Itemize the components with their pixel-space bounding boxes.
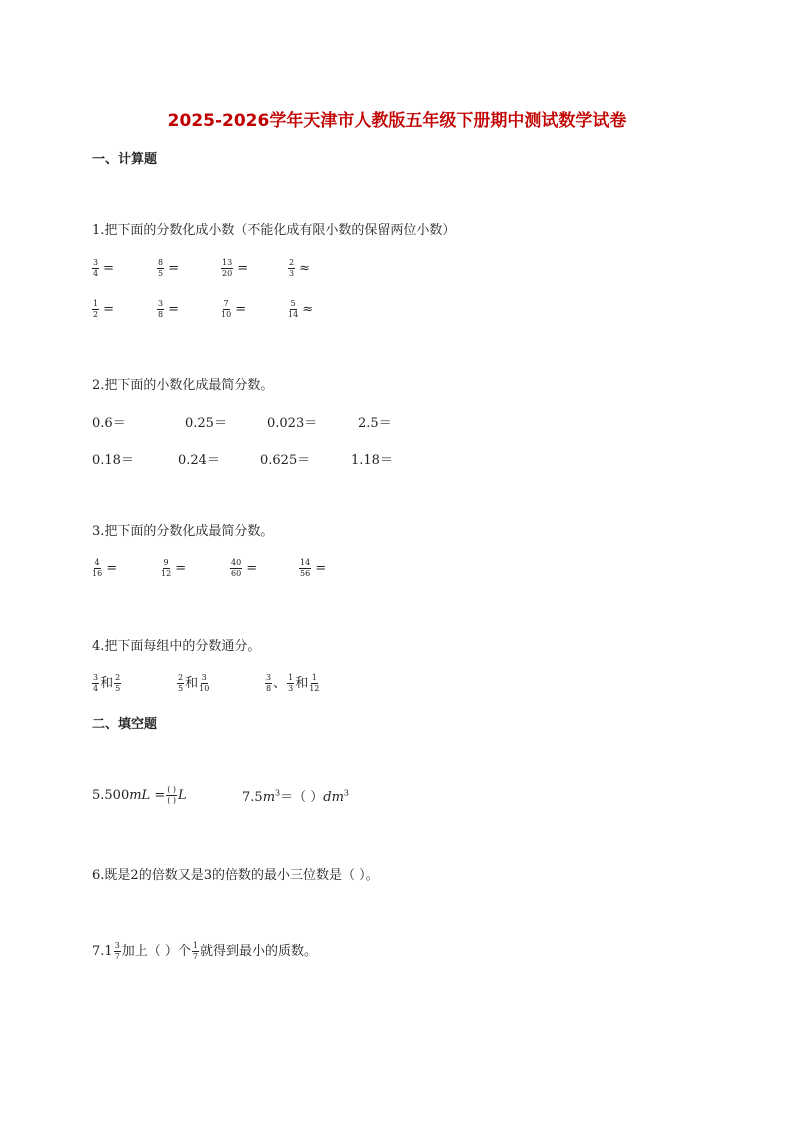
q2-item: 0.25＝ xyxy=(185,416,227,431)
q1-item: $\frac{8}{5}$ = xyxy=(158,258,179,278)
q1-item: $\frac{1}{2}$ = xyxy=(93,299,114,319)
q1-item: $\frac{3}{8}$ = xyxy=(158,299,179,319)
question-7: 7.1 $\frac{3}{7}$ 加上（ ）个 $\frac{1}{7}$ 就得到最小的质数。 xyxy=(92,941,318,961)
q1-item: $\frac{3}{4}$ = xyxy=(93,258,114,278)
q3-item: $\frac{4}{16}$ = xyxy=(92,558,118,578)
question-1-text: 1.把下面的分数化成小数（不能化成有限小数的保留两位小数） xyxy=(92,223,456,238)
q2-item: 0.023＝ xyxy=(267,416,318,431)
q4-group-1: $\frac{3}{4}$ 和 $\frac{2}{5}$ xyxy=(93,673,121,693)
q3-item: $\frac{14}{56}$ = xyxy=(300,558,327,578)
q1-item: $\frac{2}{3}$ ≈ xyxy=(289,258,310,278)
question-5: 5.500mL = $\frac{( )}{( )}$ L xyxy=(92,785,187,805)
q3-item: $\frac{9}{12}$ = xyxy=(161,558,187,578)
page-title: 2025-2026学年天津市人教版五年级下册期中测试数学试卷 xyxy=(167,111,627,131)
q4-group-3: $\frac{3}{8}$ 、 $\frac{1}{3}$ 和 $\frac{1}{12}$ xyxy=(266,673,320,693)
q1-item: $\frac{13}{20}$ = xyxy=(222,258,249,278)
section-heading-calculation: 一、计算题 xyxy=(92,152,158,167)
question-6: 6.既是2的倍数又是3的倍数的最小三位数是（ ）。 xyxy=(92,868,379,883)
question-3-text: 3.把下面的分数化成最简分数。 xyxy=(92,524,274,539)
question-4-text: 4.把下面每组中的分数通分。 xyxy=(92,639,261,654)
q1-item: $\frac{7}{10}$ = xyxy=(221,299,247,319)
q3-item: $\frac{40}{60}$ = xyxy=(231,558,258,578)
section-heading-fill-in: 二、填空题 xyxy=(92,717,158,732)
question-2-text: 2.把下面的小数化成最简分数。 xyxy=(92,378,274,393)
q2-item: 0.6＝ xyxy=(92,416,126,431)
q2-item: 2.5＝ xyxy=(358,416,392,431)
q2-item: 1.18＝ xyxy=(351,453,393,468)
question-5-part-b: $7.5m^3=$（ ）$dm^3$ xyxy=(242,788,349,805)
q2-item: 0.24＝ xyxy=(178,453,220,468)
q2-item: 0.625＝ xyxy=(260,453,311,468)
q4-group-2: $\frac{2}{5}$ 和 $\frac{3}{10}$ xyxy=(178,673,210,693)
q2-item: 0.18＝ xyxy=(92,453,134,468)
q1-item: $\frac{5}{14}$ ≈ xyxy=(288,299,314,319)
